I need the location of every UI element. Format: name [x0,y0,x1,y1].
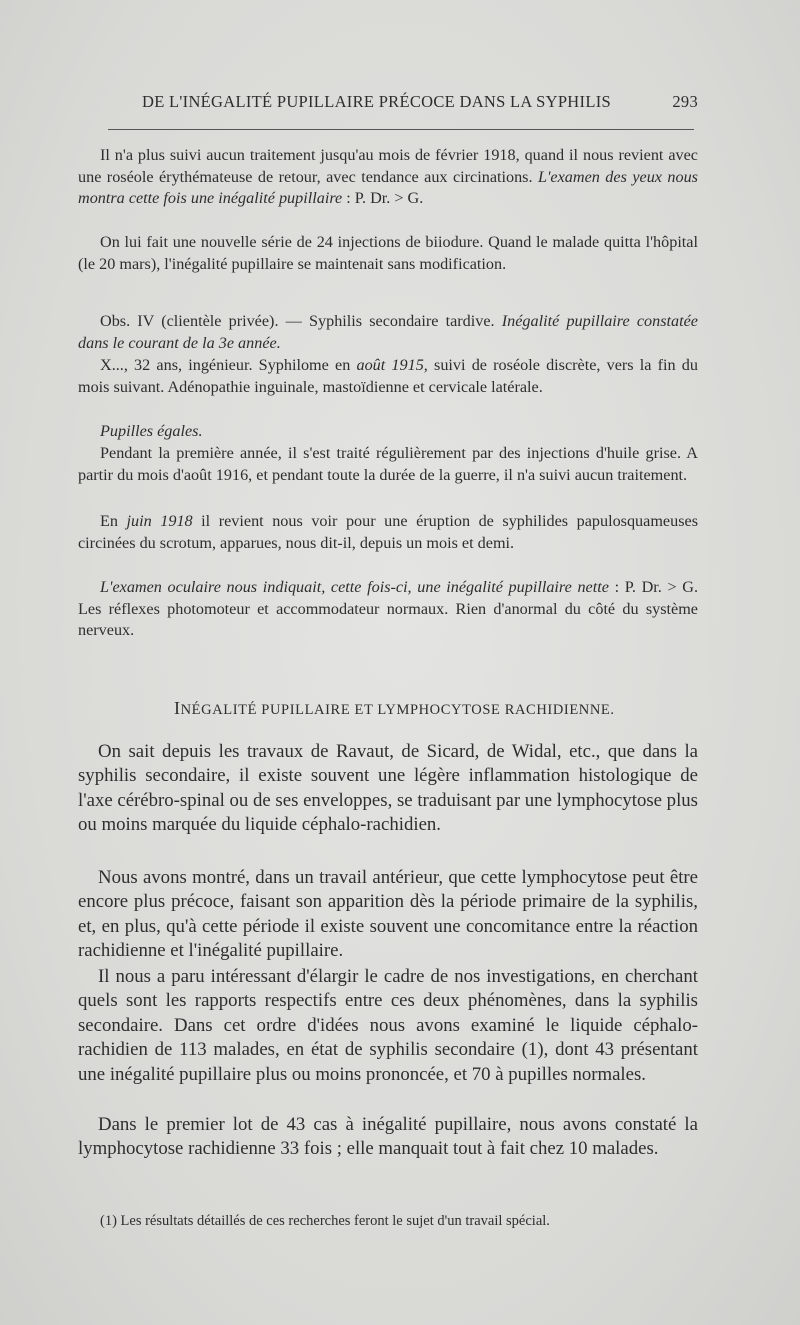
case4-p4-text: En [100,512,127,530]
case4-paragraph-4 [78,511,698,554]
case4-title-text: Obs. IV (clientèle privée). — Syphilis secondaire tardive. [100,312,502,330]
section-heading-initial: I [174,698,181,718]
section-heading [174,698,615,719]
case3-paragraph-2: On lui fait une nouvelle série de 24 injections de biiodure. Quand le malade quitta l'hôpital (le 20 mars), l'inégalité pupillaire se maintenait sans modification. [78,233,698,273]
case4-paragraph-5 [78,577,698,642]
case4-p5-text: : P. Dr. > G. Les réflexes photomoteur et accommodateur normaux. Rien d'anormal du côté du système nerveux. [78,578,698,640]
case3-text-end: : P. Dr. > G. [342,189,424,208]
case4-p4-text-end: il revient nous voir pour une éruption de syphilides papulosquameuses circinées du scrotum, apparues, nous dit-il, depuis un mois et demi. [78,512,698,552]
case4-title-emphasis: Inégalité pupillaire constatée dans le courant de la 3e année. [78,312,698,352]
running-header [78,92,700,118]
case4-p1-text-end: suivi de roséole discrète, vers la fin du mois suivant. Adénopathie inguinale, mastoïdienne et cervicale latérale. [78,356,698,396]
section-paragraph-2: Nous avons montré, dans un travail antérieur, que cette lymphocytose peut être encore plus précoce, faisant son apparition dès la période primaire de la syphilis, et, en plus, qu'à cette période il existe souvent une concomitance entre la réaction rachidienne et l'inégalité pupillaire. [78,867,698,962]
section-paragraph-1: On sait depuis les travaux de Ravaut, de Sicard, de Widal, etc., que dans la syphilis secondaire, il existe souvent une légère inflammation histologique de l'axe cérébro-spinal ou de ses enveloppes, se traduisant par une lymphocytose plus ou moins marquée du liquide céphalo-rachidien. [78,741,698,836]
case3-emphasis: L'examen des yeux nous montra cette fois une inégalité pupillaire [78,167,698,208]
case4-paragraph-3: Pendant la première année, il s'est traité régulièrement par des injections d'huile grise. A partir du mois d'août 1916, et pendant toute la durée de la guerre, il n'a suivi aucun traitement. [78,444,698,484]
footnote: (1) Les résultats détaillés de ces recherches feront le sujet d'un travail spécial. [100,1213,550,1229]
case4-paragraph-1 [78,355,698,398]
page-number: 293 [672,92,698,111]
case4-title [78,311,698,354]
section-paragraph-4: Dans le premier lot de 43 cas à inégalité pupillaire, nous avons constaté la lymphocytose rachidienne 33 fois ; elle manquait tout à fait chez 10 malades. [78,1114,698,1160]
case4-p1-text: X..., 32 ans, ingénieur. Syphilome en [100,356,357,374]
header-rule [108,129,694,130]
case4-p1-date: août 1915, [356,356,428,374]
case4-p4-date: juin 1918 [126,512,193,530]
case4-p5-emphasis: L'examen oculaire nous indiquait, cette fois-ci, une inégalité pupillaire nette [100,578,609,596]
case3-paragraph-1 [78,145,698,210]
case3-text: Il n'a plus suivi aucun traitement jusqu'au mois de février 1918, quand il nous revient avec une roséole érythémateuse de retour, avec tendance aux circinations. [78,146,698,186]
running-title: DE L'INÉGALITÉ PUPILLAIRE PRÉCOCE DANS LA SYPHILIS [142,92,611,111]
case4-paragraph-2: Pupilles égales. [100,422,203,440]
section-paragraph-3: Il nous a paru intéressant d'élargir le cadre de nos investigations, en cherchant quels sont les rapports respectifs entre ces deux phénomènes, dans la syphilis secondaire. Dans cet ordre d'idées nous avons examiné le liquide céphalo-rachidien de 113 malades, en état de syphilis secondaire (1), dont 43 présentant une inégalité pupillaire plus ou moins prononcée, et 70 à pupilles normales. [78,966,698,1085]
section-heading-rest: NÉGALITÉ PUPILLAIRE ET LYMPHOCYTOSE RACHIDIENNE. [180,702,615,718]
